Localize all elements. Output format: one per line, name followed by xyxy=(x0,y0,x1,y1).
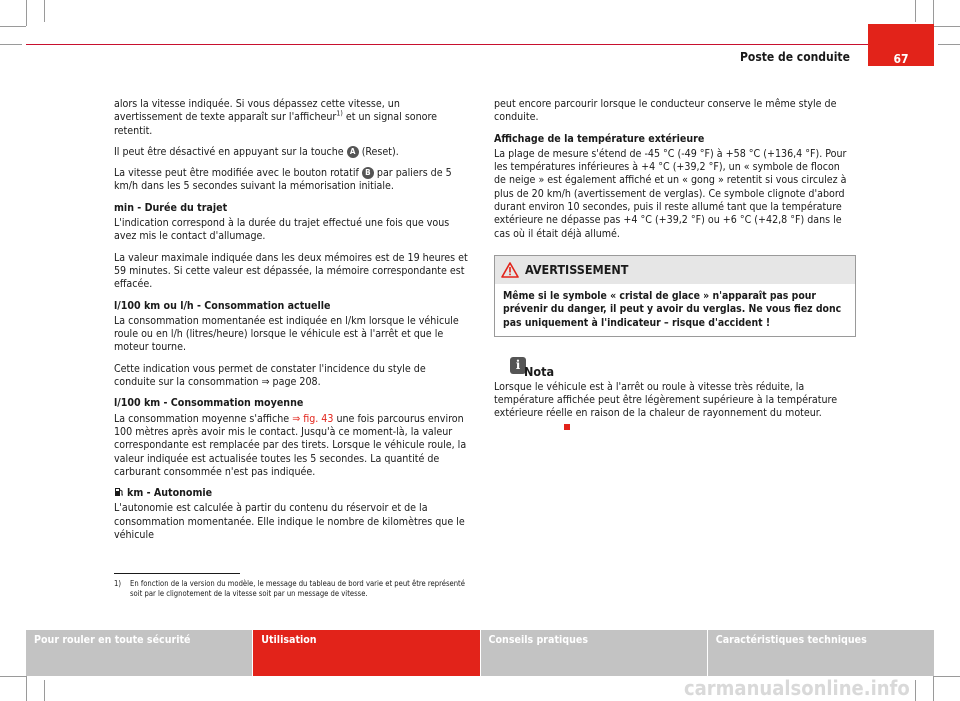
crop-mark xyxy=(0,676,26,677)
warning-title: AVERTISSEMENT xyxy=(525,261,629,277)
page-title: Poste de conduite xyxy=(740,50,850,64)
fuel-pump-icon xyxy=(114,487,124,497)
footnote-ref[interactable]: 1) xyxy=(336,109,343,118)
footnote-rule xyxy=(114,573,240,574)
header-rule xyxy=(26,44,934,45)
paragraph: Cette indication vous permet de constater l'incidence du style de conduite sur la consommation ⇒ page 208. xyxy=(114,362,426,389)
crop-mark xyxy=(934,676,960,677)
left-column xyxy=(114,98,468,550)
crop-mark xyxy=(44,680,45,701)
paragraph: La consommation moyenne s'affiche ⇒ fig. 43 une fois parcourus environ 100 mètres après avoir mis le contact. Jusqu'à ce moment-là, la valeur correspondante est remplacée par des tirets. Lorsque le véhicule roule, la valeur indiquée est actualisée toutes les 5 secondes. La quantité de carburant consommée n'est pas indiquée. xyxy=(114,412,467,478)
section-end-mark xyxy=(564,424,570,430)
tab-caracteristiques-techniques[interactable]: Caractéristiques techniques xyxy=(707,630,934,676)
key-b-badge: B xyxy=(362,167,374,179)
crop-mark xyxy=(915,680,916,701)
crop-mark xyxy=(44,0,45,22)
crop-mark xyxy=(26,0,27,26)
warning-box xyxy=(494,255,856,337)
warning-header xyxy=(495,256,855,284)
section-heading: min - Durée du trajet xyxy=(114,201,228,214)
crop-mark xyxy=(915,0,916,22)
tab-conseils-pratiques[interactable]: Conseils pratiques xyxy=(480,630,707,676)
paragraph: La plage de mesure s'étend de -45 °C (-49 °F) à +58 °C (+136,4 °F). Pour les températures inférieures à +4 °C (+39,2 °F), un « symbole de flocon de neige » est également affiché et un « gong » retentit si vous circulez à plus de 20 km/h (avertissement de verglas). Ce symbole clignote d'abord durant environ 10 secondes, puis il reste allumé tant que la température extérieure ne dépasse pas +4 °C (+39,2 °F) ou +6 °C (+42,8 °F) dans le cas où il était déjà allumé. xyxy=(494,147,847,240)
paragraph: L'indication correspond à la durée du trajet effectué une fois que vous avez mis le contact d'allumage. xyxy=(114,217,450,243)
paragraph: Il peut être désactivé en appuyant sur la touche A (Reset). xyxy=(114,145,399,158)
chapter-tabs xyxy=(26,630,934,676)
footnote-number: 1) xyxy=(114,579,122,588)
footnote xyxy=(114,579,474,598)
section-heading: km - Autonomie xyxy=(114,487,468,500)
paragraph: La vitesse peut être modifiée avec le bouton rotatif B par paliers de 5 km/h dans les 5 secondes suivant la mémorisation initiale. xyxy=(114,167,452,193)
warning-text: Même si le symbole « cristal de glace » n'apparaît pas pour prévenir du danger, il peut y avoir du verglas. Ne vous fiez donc pas uniquement à l'indicateur – risque d'accident ! xyxy=(503,289,842,329)
figure-link[interactable]: ⇒ fig. 43 xyxy=(292,412,334,425)
tab-pour-rouler-en-toute-securite[interactable]: Pour rouler en toute sécurité xyxy=(26,630,252,676)
crop-mark xyxy=(938,44,960,45)
key-a-badge: A xyxy=(347,146,359,158)
section-heading: l/100 km ou l/h - Consommation actuelle xyxy=(114,299,331,312)
crop-mark xyxy=(933,676,934,701)
crop-mark xyxy=(934,26,960,27)
footnote-text: En fonction de la version du modèle, le message du tableau de bord varie et peut être représenté soit par le clignotement de la vitesse soit par un message de vitesse. xyxy=(130,579,465,598)
nota-text: Lorsque le véhicule est à l'arrêt ou roule à vitesse très réduite, la température affichée peut être légèrement supérieure à la température extérieure réelle en raison de la chaleur de rayonnement du moteur. xyxy=(494,381,852,434)
crop-mark xyxy=(933,0,934,26)
crop-mark xyxy=(0,26,26,27)
paragraph: peut encore parcourir lorsque le conducteur conserve le même style de conduite. xyxy=(494,98,837,124)
section-heading: Affichage de la température extérieure xyxy=(494,132,705,145)
crop-mark xyxy=(0,44,22,45)
nota-header xyxy=(494,357,852,381)
warning-icon xyxy=(501,262,519,278)
crop-mark xyxy=(26,676,27,701)
info-icon: i xyxy=(510,357,526,374)
watermark: carmanualsonline.info xyxy=(684,676,910,700)
paragraph: L'autonomie est calculée à partir du contenu du réservoir et de la consommation momentanée. Elle indique le nombre de kilomètres que le véhicule xyxy=(114,502,465,542)
nota-title: Nota xyxy=(524,363,555,379)
section-heading: l/100 km - Consommation moyenne xyxy=(114,397,304,410)
tab-utilisation[interactable]: Utilisation xyxy=(252,630,479,676)
page-number: 67 xyxy=(868,24,934,66)
right-column xyxy=(494,98,852,442)
paragraph: alors la vitesse indiquée. Si vous dépassez cette vitesse, un avertissement de texte apparaît sur l'afficheur$^{1)}$ et un signal sonore retentit. xyxy=(114,98,438,137)
paragraph: La consommation momentanée est indiquée en l/km lorsque le véhicule roule ou en l/h (litres/heure) lorsque le véhicule est à l'arrêt et que le moteur tourne. xyxy=(114,314,459,354)
paragraph: La valeur maximale indiquée dans les deux mémoires est de 19 heures et 59 minutes. Si cette valeur est dépassée, la mémoire correspondante est effacée. xyxy=(114,251,468,291)
